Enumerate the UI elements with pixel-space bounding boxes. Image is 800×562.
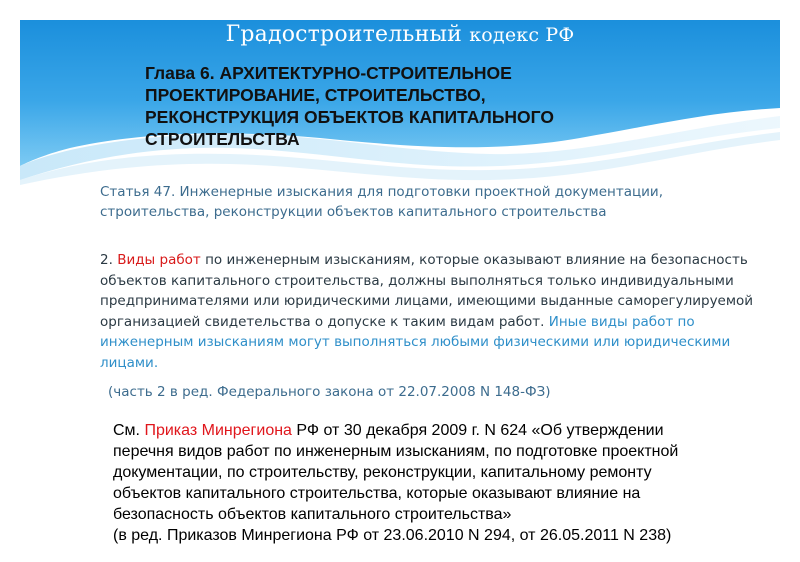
slide-title-main: Градостроительный — [225, 22, 463, 47]
paragraph-blue-text: Иные виды работ по инженерным изысканиям могут выполняться любыми физическими или юридическими лицами. — [100, 313, 731, 371]
reference-line: (в ред. Приказов Минрегиона РФ от 23.06.2010 N 294, от 26.05.2011 N 238) — [113, 527, 672, 544]
reference-line: документации, по строительству, реконструкции, капитальному ремонту — [113, 464, 652, 481]
paragraph-main-text: по инженерным изысканиям, которые оказывают влияние на безопасность объектов капитального строительства, должны выполняться только индивидуальными предпринимателями или юридическими лицами, имеющими выданные саморегулируемой организацией свидетельства о допуске к таким видам работ. — [100, 252, 754, 330]
chapter-line: Глава 6. АРХИТЕКТУРНО-СТРОИТЕЛЬНОЕ — [145, 63, 512, 83]
reference-line1-rest: РФ от 30 декабря 2009 г. N 624 «Об утверждении — [296, 422, 664, 439]
reference-prefix: См. — [113, 422, 140, 439]
slide-title-rest: кодекс РФ — [469, 24, 575, 46]
edition-note: (часть 2 в ред. Федерального закона от 22.07.2008 N 148-ФЗ) — [108, 384, 551, 400]
article-heading — [100, 182, 740, 222]
reference-line: безопасность объектов капитального строительства» — [113, 506, 512, 523]
slide — [20, 20, 780, 404]
chapter-line: ПРОЕКТИРОВАНИЕ, СТРОИТЕЛЬСТВО, — [145, 85, 486, 105]
paragraph-number: 2. — [100, 252, 113, 268]
article-line: строительства, реконструкции объектов капитального строительства — [100, 204, 607, 220]
chapter-line: РЕКОНСТРУКЦИЯ ОБЪЕКТОВ КАПИТАЛЬНОГО — [145, 107, 554, 127]
reference-line — [113, 420, 783, 441]
slide-title — [20, 22, 780, 47]
article-line: Статья 47. Инженерные изыскания для подготовки проектной документации, — [100, 184, 663, 200]
reference-line: перечня видов работ по инженерным изысканиям, по подготовке проектной — [113, 443, 679, 460]
chapter-line: СТРОИТЕЛЬСТВА — [145, 129, 300, 149]
chapter-heading — [145, 62, 665, 150]
article-paragraph-2 — [100, 250, 765, 373]
reference-line: объектов капитального строительства, которые оказывают влияние на — [113, 485, 641, 502]
paragraph-red-phrase: Виды работ — [117, 252, 201, 268]
reference-block — [113, 420, 783, 546]
reference-order-link[interactable]: Приказ Минрегиона — [144, 422, 292, 439]
